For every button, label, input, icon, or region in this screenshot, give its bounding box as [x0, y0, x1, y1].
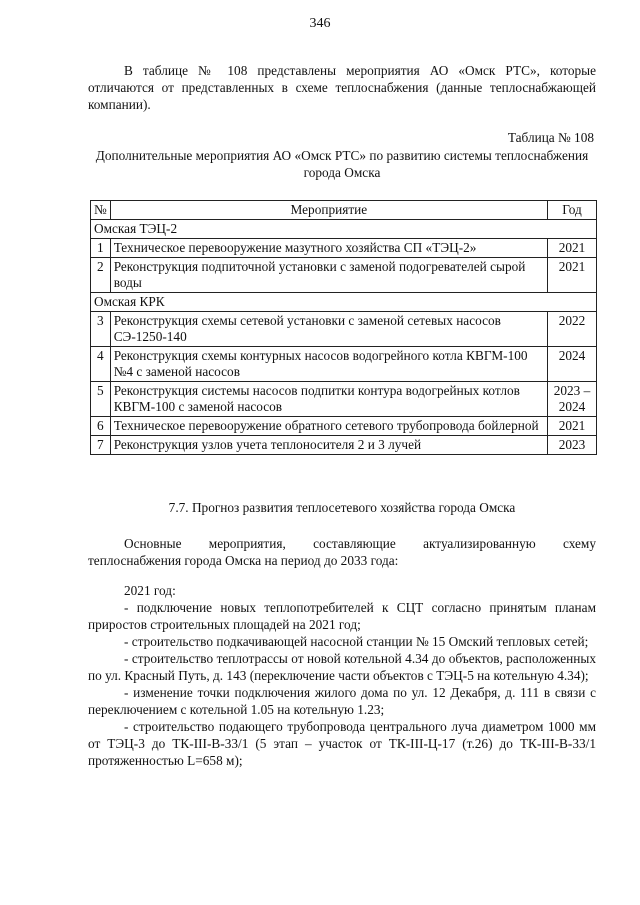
- group-name: Омская КРК: [91, 293, 597, 312]
- list-item: - изменение точки подключения жилого дома по ул. 12 Декабря, д. 111 в связи с переключением с котельной 1.05 на котельную 1.23;: [88, 685, 596, 717]
- row-year: 2021: [548, 258, 597, 293]
- row-event: Реконструкция схемы контурных насосов водогрейного котла КВГМ-100 №4 с заменой насосов: [110, 347, 547, 382]
- table-row: [91, 347, 597, 382]
- list-item: - строительство теплотрассы от новой котельной 4.34 до объектов, расположенных по ул. Красный Путь, д. 143 (переключение части объектов с ТЭЦ-5 на котельную 4.34);: [88, 651, 596, 683]
- list-item: - строительство подкачивающей насосной станции № 15 Омский тепловых сетей;: [124, 634, 589, 649]
- list-item: - строительство подающего трубопровода центрального луча диаметром 1000 мм от ТЭЦ-3 до ТК-III-В-33/1 (5 этап – участок от ТК-III-Ц-17 (т.26) до ТК-III-В-33/1 протяженностью L=658 м);: [88, 719, 596, 768]
- row-num: 2: [91, 258, 111, 293]
- row-year: 2023 – 2024: [548, 382, 597, 417]
- row-year: 2023: [548, 436, 597, 455]
- section-heading: 7.7. Прогноз развития теплосетевого хозяйства города Омска: [168, 500, 516, 515]
- row-year: 2021: [548, 239, 597, 258]
- table-label: Таблица № 108: [507, 130, 594, 145]
- row-num: 6: [91, 417, 111, 436]
- row-event: Реконструкция схемы сетевой установки с заменой сетевых насосов СЭ-1250-140: [110, 312, 547, 347]
- table-row: [91, 436, 597, 455]
- body-text: [88, 535, 596, 769]
- group-row: [91, 293, 597, 312]
- row-event: Техническое перевооружение мазутного хозяйства СП «ТЭЦ-2»: [110, 239, 547, 258]
- paragraph: 2021 год:: [124, 583, 176, 598]
- row-num: 5: [91, 382, 111, 417]
- row-num: 7: [91, 436, 111, 455]
- table-row: [91, 312, 597, 347]
- group-name: Омская ТЭЦ-2: [91, 220, 597, 239]
- header-year: Год: [548, 201, 597, 220]
- row-year: 2022: [548, 312, 597, 347]
- row-num: 3: [91, 312, 111, 347]
- row-event: Реконструкция системы насосов подпитки контура водогрейных котлов КВГМ-100 с заменой насосов: [110, 382, 547, 417]
- row-num: 4: [91, 347, 111, 382]
- table-row: [91, 239, 597, 258]
- row-event: Реконструкция узлов учета теплоносителя 2 и 3 лучей: [110, 436, 547, 455]
- row-year: 2024: [548, 347, 597, 382]
- activities-table: [90, 200, 597, 455]
- table-row: [91, 382, 597, 417]
- table-row: [91, 258, 597, 293]
- row-year: 2021: [548, 417, 597, 436]
- table-header-row: [91, 201, 597, 220]
- header-num: №: [91, 201, 111, 220]
- header-event: Мероприятие: [110, 201, 547, 220]
- row-event: Реконструкция подпиточной установки с заменой подогревателей сырой воды: [110, 258, 547, 293]
- page-number: 346: [309, 16, 331, 31]
- row-event: Техническое перевооружение обратного сетевого трубопровода бойлерной: [110, 417, 547, 436]
- table-caption: Дополнительные мероприятия АО «Омск РТС» по развитию системы теплоснабжения города Омска: [95, 148, 589, 180]
- table-row: [91, 417, 597, 436]
- intro-paragraph: В таблице № 108 представлены мероприятия АО «Омск РТС», которые отличаются от представленных в схеме теплоснабжения (данные теплоснабжающей компании).: [88, 63, 596, 112]
- group-row: [91, 220, 597, 239]
- row-num: 1: [91, 239, 111, 258]
- paragraph: Основные мероприятия, составляющие актуализированную схему теплоснабжения города Омска на период до 2033 года:: [88, 536, 596, 568]
- list-item: - подключение новых теплопотребителей к СЦТ согласно принятым планам приростов строительных площадей на 2021 год;: [88, 600, 596, 632]
